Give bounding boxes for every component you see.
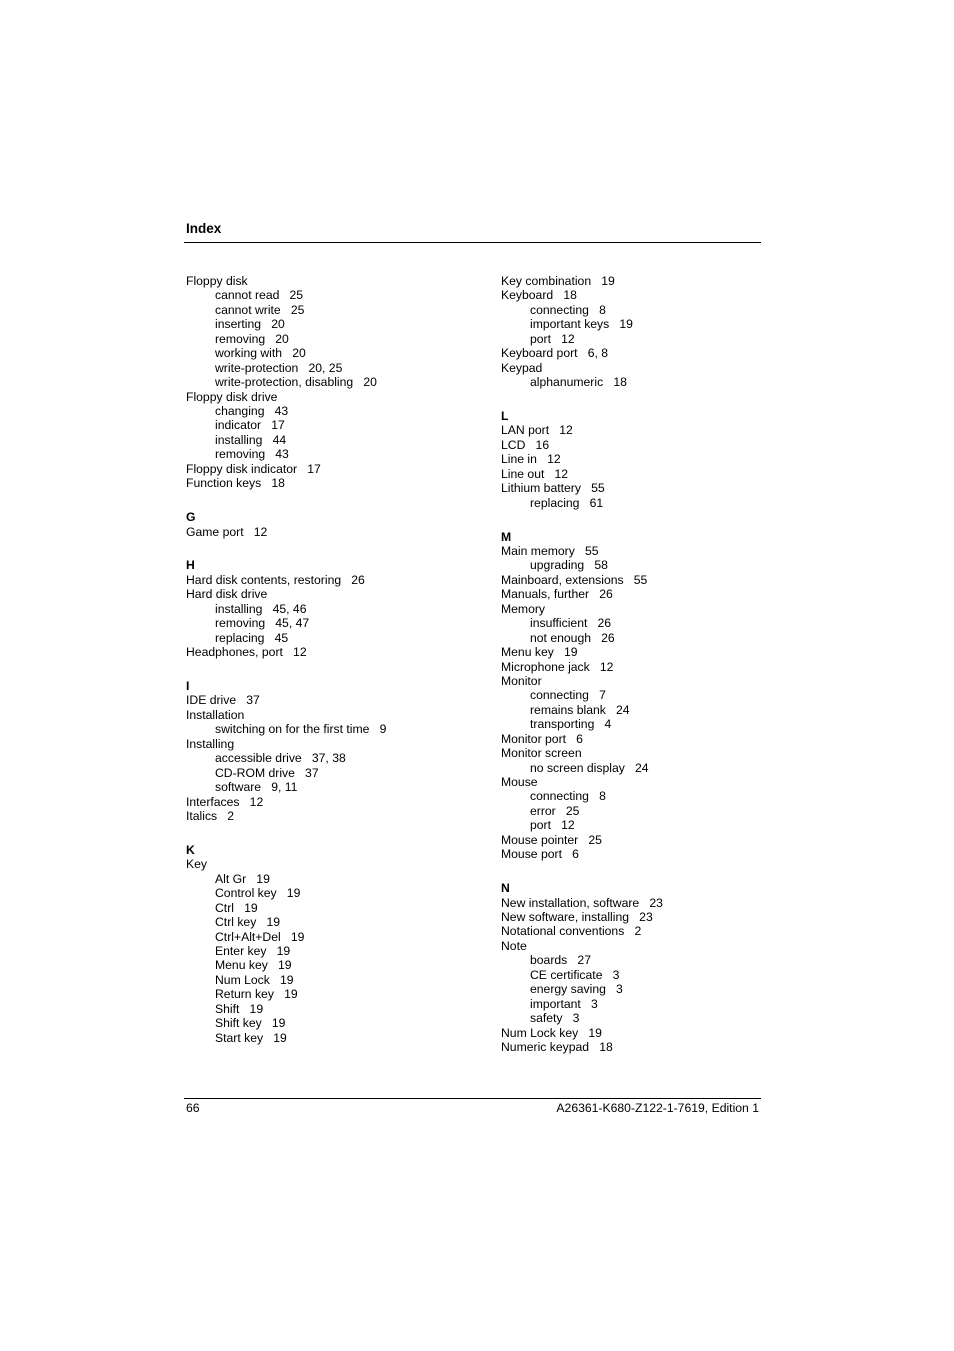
section-gap (501, 390, 801, 410)
index-entry: Line out 12 (501, 466, 569, 481)
index-subentry: no screen display 24 (530, 760, 649, 775)
index-subentry: Ctrl+Alt+Del 19 (215, 929, 305, 944)
index-entry: Note (501, 938, 527, 953)
index-entry: Main memory 55 (501, 544, 599, 558)
index-entry: Monitor (501, 673, 542, 688)
index-subentry: software 9, 11 (215, 780, 298, 795)
index-entry: Interfaces 12 (186, 794, 264, 809)
index-entry: New software, installing 23 (501, 910, 653, 924)
index-entry: Mouse port 6 (501, 847, 579, 862)
index-subentry: Menu key 19 (215, 958, 292, 973)
index-entry: Line in 12 (501, 452, 561, 467)
index-subentry: indicator 17 (215, 418, 285, 433)
index-subentry: write-protection, disabling 20 (215, 375, 377, 390)
index-entry: Mouse (501, 775, 538, 789)
index-subentry: upgrading 58 (530, 558, 608, 573)
header-divider (184, 242, 761, 243)
index-entry: Floppy disk indicator 17 (186, 461, 321, 476)
index-entry: Hard disk contents, restoring 26 (186, 572, 365, 587)
index-letter-heading: I (186, 679, 190, 693)
index-entry: Installing (186, 736, 235, 751)
index-subentry: connecting 8 (530, 789, 606, 804)
index-entry: Game port 12 (186, 524, 268, 539)
index-subentry: Control key 19 (215, 886, 301, 901)
index-letter-heading: M (501, 529, 512, 544)
index-entry: Monitor screen (501, 746, 582, 761)
index-subentry: removing 45, 47 (215, 616, 310, 631)
index-subentry: Start key 19 (215, 1030, 287, 1045)
index-entry: Monitor port 6 (501, 731, 583, 746)
index-entry: Num Lock key 19 (501, 1025, 602, 1040)
index-subentry: inserting 20 (215, 317, 285, 332)
index-subentry: changing 43 (215, 403, 289, 418)
section-gap (186, 660, 486, 680)
index-entry: Menu key 19 (501, 645, 578, 660)
index-subentry: replacing 61 (530, 495, 604, 510)
section-gap (186, 491, 486, 511)
index-entry: New installation, software 23 (501, 895, 663, 910)
index-letter-heading: H (186, 558, 195, 573)
index-subentry: Shift key 19 (215, 1016, 286, 1031)
index-entry: Key (186, 857, 208, 872)
index-entry: Notational conventions 2 (501, 924, 642, 939)
index-entry: Microphone jack 12 (501, 659, 614, 674)
section-gap (501, 510, 801, 530)
index-subentry: remains blank 24 (530, 702, 630, 717)
section-gap (186, 539, 486, 559)
index-entry: Mouse pointer 25 (501, 832, 602, 847)
index-subentry: accessible drive 37, 38 (215, 751, 346, 766)
index-letter-heading: L (501, 409, 509, 423)
index-subentry: safety 3 (530, 1011, 580, 1026)
index-subentry: not enough 26 (530, 630, 615, 645)
index-entry: Headphones, port 12 (186, 645, 307, 660)
index-subentry: Alt Gr 19 (215, 871, 270, 886)
index-subentry: removing 43 (215, 447, 289, 462)
index-subentry: removing 20 (215, 331, 289, 346)
index-subentry: cannot write 25 (215, 302, 305, 317)
section-gap (501, 862, 801, 882)
index-letter-heading: G (186, 510, 196, 525)
index-subentry: installing 44 (215, 432, 287, 447)
index-entry: Numeric keypad 18 (501, 1039, 613, 1054)
index-entry: Floppy disk drive (186, 389, 278, 404)
section-gap (186, 823, 486, 843)
index-subentry: insufficient 26 (530, 616, 612, 631)
index-entry: Manuals, further 26 (501, 587, 613, 602)
document-id: A26361-K680-Z122-1-7619, Edition 1 (556, 1101, 759, 1115)
index-subentry: port 12 (530, 818, 575, 833)
index-subentry: Shift 19 (215, 1001, 264, 1016)
index-subentry: error 25 (530, 803, 580, 818)
index-subentry: boards 27 (530, 953, 591, 968)
index-entry: Italics 2 (186, 808, 235, 823)
index-entry: Floppy disk (186, 274, 248, 288)
index-entry: Lithium battery 55 (501, 481, 605, 496)
index-letter-heading: N (501, 881, 510, 896)
index-subentry: Enter key 19 (215, 943, 291, 958)
index-subentry: working with 20 (215, 346, 306, 361)
index-subentry: Ctrl key 19 (215, 915, 281, 930)
index-subentry: CD-ROM drive 37 (215, 765, 319, 780)
index-subentry: Num Lock 19 (215, 972, 294, 987)
index-letter-heading: K (186, 842, 195, 857)
index-subentry: energy saving 3 (530, 982, 623, 997)
index-entry: LAN port 12 (501, 423, 573, 438)
page-title: Index (186, 221, 222, 236)
index-entry: LCD 16 (501, 437, 550, 452)
index-entry: Keyboard port 6, 8 (501, 346, 609, 361)
index-entry: Keypad (501, 360, 543, 375)
index-entry: Keyboard 18 (501, 288, 577, 303)
index-entry: Memory (501, 601, 546, 616)
index-subentry: Ctrl 19 (215, 900, 258, 915)
index-entry: IDE drive 37 (186, 693, 260, 708)
index-subentry: installing 45, 46 (215, 601, 307, 616)
index-subentry: cannot read 25 (215, 288, 304, 303)
index-column-left (186, 274, 486, 1045)
index-entry: Installation (186, 707, 245, 722)
index-entry: Key combination 19 (501, 274, 615, 288)
index-subentry: connecting 8 (530, 302, 606, 317)
index-subentry: write-protection 20, 25 (215, 360, 343, 375)
index-subentry: important keys 19 (530, 317, 633, 332)
page-number: 66 (186, 1101, 200, 1115)
index-entry: Hard disk drive (186, 587, 268, 602)
index-entry: Mainboard, extensions 55 (501, 572, 648, 587)
index-subentry: port 12 (530, 331, 575, 346)
index-subentry: alphanumeric 18 (530, 375, 627, 390)
index-subentry: CE certificate 3 (530, 967, 620, 982)
index-subentry: transporting 4 (530, 717, 612, 732)
index-entry: Function keys 18 (186, 476, 285, 491)
index-column-right (501, 274, 801, 1054)
footer-divider (184, 1098, 761, 1099)
index-subentry: important 3 (530, 996, 598, 1011)
index-subentry: switching on for the first time 9 (215, 722, 387, 737)
index-subentry: Return key 19 (215, 987, 298, 1002)
index-subentry: connecting 7 (530, 688, 606, 703)
index-subentry: replacing 45 (215, 630, 289, 645)
